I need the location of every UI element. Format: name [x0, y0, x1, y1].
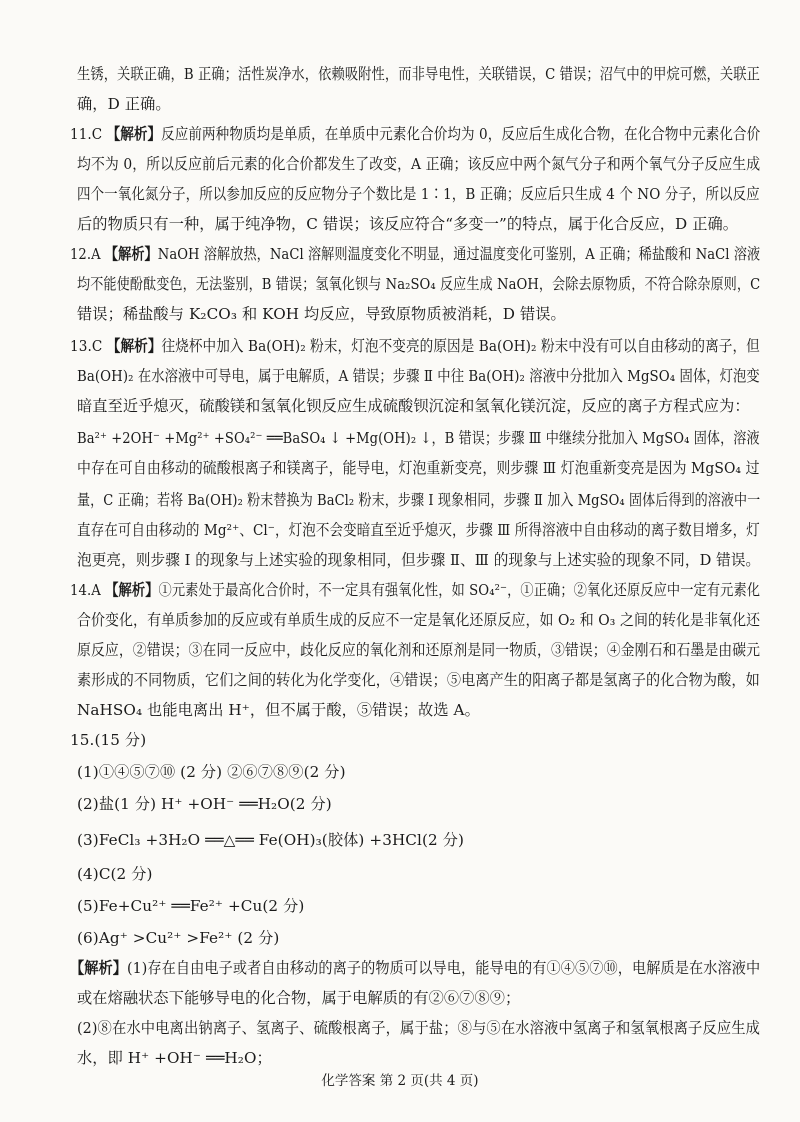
- text-line: 确，D 正确。: [77, 95, 171, 113]
- text-line: (2)⑧在水中电离出钠离子、氢离子、硫酸根离子，属于盐；⑧与⑤在水溶液中氢离子和氢氧根离子反应生成: [77, 1019, 761, 1037]
- answer-item-5: (5)Fe+Cu²⁺ ══Fe²⁺ +Cu(2 分): [77, 897, 305, 915]
- text-line: 均不能使酚酞变色，无法鉴别，B 错误；氢氧化钡与 Na₂SO₄ 反应生成 NaOH，会除去原物质，不符合除杂原则，C: [77, 275, 761, 293]
- answer-item-2: (2)盐(1 分) H⁺ +OH⁻ ══H₂O(2 分): [77, 795, 332, 813]
- text-line: 均不为 0，所以反应前后元素的化合价都发生了改变，A 正确；该反应中两个氮气分子和两个氧气分子反应生成: [77, 155, 761, 173]
- text-line: 水，即 H⁺ +OH⁻ ══H₂O；: [77, 1049, 272, 1067]
- text-line: 素形成的不同物质，它们之间的转化为化学变化，④错误；⑤电离产生的阳离子都是氢离子的化合物为酸，如: [77, 671, 760, 689]
- ionic-equation-line: Ba²⁺ +2OH⁻ +Mg²⁺ +SO₄²⁻ ══BaSO₄ ↓ +Mg(OH)₂ ↓，B 错误；步骤 Ⅲ 中继续分批加入 MgSO₄ 固体，溶液: [77, 429, 760, 447]
- text-line: NaHSO₄ 也能电离出 H⁺，但不属于酸，⑤错误；故选 A。: [77, 701, 480, 719]
- text-line: 或在熔融状态下能够导电的化合物，属于电解质的有②⑥⑦⑧⑨；: [77, 989, 521, 1007]
- answer-item-4: (4)C(2 分): [77, 865, 153, 883]
- question-13-heading: 13.C 【解析】往烧杯中加入 Ba(OH)₂ 粉末，灯泡不变亮的原因是 Ba(OH)₂ 粉末中没有可以自由移动的离子，但: [70, 337, 760, 355]
- answer-item-6: (6)Ag⁺ >Cu²⁺ >Fe²⁺ (2 分): [77, 929, 280, 947]
- question-12-heading: 12.A 【解析】NaOH 溶解放热，NaCl 溶解则温度变化不明显，通过温度变化可鉴别，A 正确；稀盐酸和 NaCl 溶液: [70, 245, 761, 263]
- question-15-heading: 15.(15 分): [70, 731, 147, 749]
- text-line: 泡更亮，则步骤 Ⅰ 的现象与上述实验的现象相同，但步骤 Ⅱ、Ⅲ 的现象与上述实验的现象不同，D 错误。: [77, 551, 761, 569]
- question-14-heading: 14.A 【解析】①元素处于最高化合价时，不一定具有强氧化性，如 SO₄²⁻，①正确；②氧化还原反应中一定有元素化: [70, 581, 761, 599]
- analysis-heading: 【解析】(1)存在自由电子或者自由移动的离子的物质可以导电，能导电的有①④⑤⑦⑩，电解质是在水溶液中: [70, 959, 761, 977]
- text-line: 错误；稀盐酸与 K₂CO₃ 和 KOH 均反应，导致原物质被消耗，D 错误。: [77, 305, 566, 323]
- text-line: 生锈，关联正确，B 正确；活性炭净水，依赖吸附性，而非导电性，关联错误，C 错误；沼气中的甲烷可燃，关联正: [77, 65, 760, 83]
- text-line: 量，C 正确；若将 Ba(OH)₂ 粉末替换为 BaCl₂ 粉末，步骤 Ⅰ 现象相同，步骤 Ⅱ 加入 MgSO₄ 固体后得到的溶液中一: [77, 491, 761, 509]
- text-line: 直存在可自由移动的 Mg²⁺、Cl⁻，灯泡不会变暗直至近乎熄灭，步骤 Ⅲ 所得溶液中自由移动的离子数目增多，灯: [77, 521, 760, 539]
- text-line: Ba(OH)₂ 在水溶液中可导电，属于电解质，A 错误；步骤 Ⅱ 中往 Ba(OH)₂ 溶液中分批加入 MgSO₄ 固体，灯泡变: [77, 367, 760, 385]
- answer-item-3: (3)FeCl₃ +3H₂O ══△══ Fe(OH)₃(胶体) +3HCl(2 分): [77, 831, 465, 849]
- question-11-heading: 11.C 【解析】反应前两种物质均是单质，在单质中元素化合价均为 0，反应后生成化合物，在化合物中元素化合价: [70, 125, 761, 143]
- text-line: 中存在可自由移动的硫酸根离子和镁离子，能导电，灯泡重新变亮，则步骤 Ⅲ 灯泡重新变亮是因为 MgSO₄ 过: [77, 459, 760, 477]
- answer-item-1: (1)①④⑤⑦⑩ (2 分) ②⑥⑦⑧⑨(2 分): [77, 763, 346, 781]
- text-line: 原反应，②错误；③在同一反应中，歧化反应的氧化剂和还原剂是同一物质，③错误；④金刚石和石墨是由碳元: [77, 641, 761, 659]
- text-line: 四个一氧化氮分子，所以参加反应的反应物分子个数比是 1∶1，B 正确；反应后只生成 4 个 NO 分子，所以反应: [77, 185, 760, 203]
- text-line: 合价变化，有单质参加的反应或有单质生成的反应不一定是氧化还原反应，如 O₂ 和 O₃ 之间的转化是非氧化还: [77, 611, 761, 629]
- page-footer: 化学答案 第 2 页(共 4 页): [321, 1073, 479, 1089]
- text-line: 暗直至近乎熄灭，硫酸镁和氢氧化钡反应生成硫酸钡沉淀和氢氧化镁沉淀，反应的离子方程式应为：: [77, 397, 750, 415]
- text-line: 后的物质只有一种，属于纯净物，C 错误；该反应符合“多变一”的特点，属于化合反应，D 正确。: [77, 215, 739, 233]
